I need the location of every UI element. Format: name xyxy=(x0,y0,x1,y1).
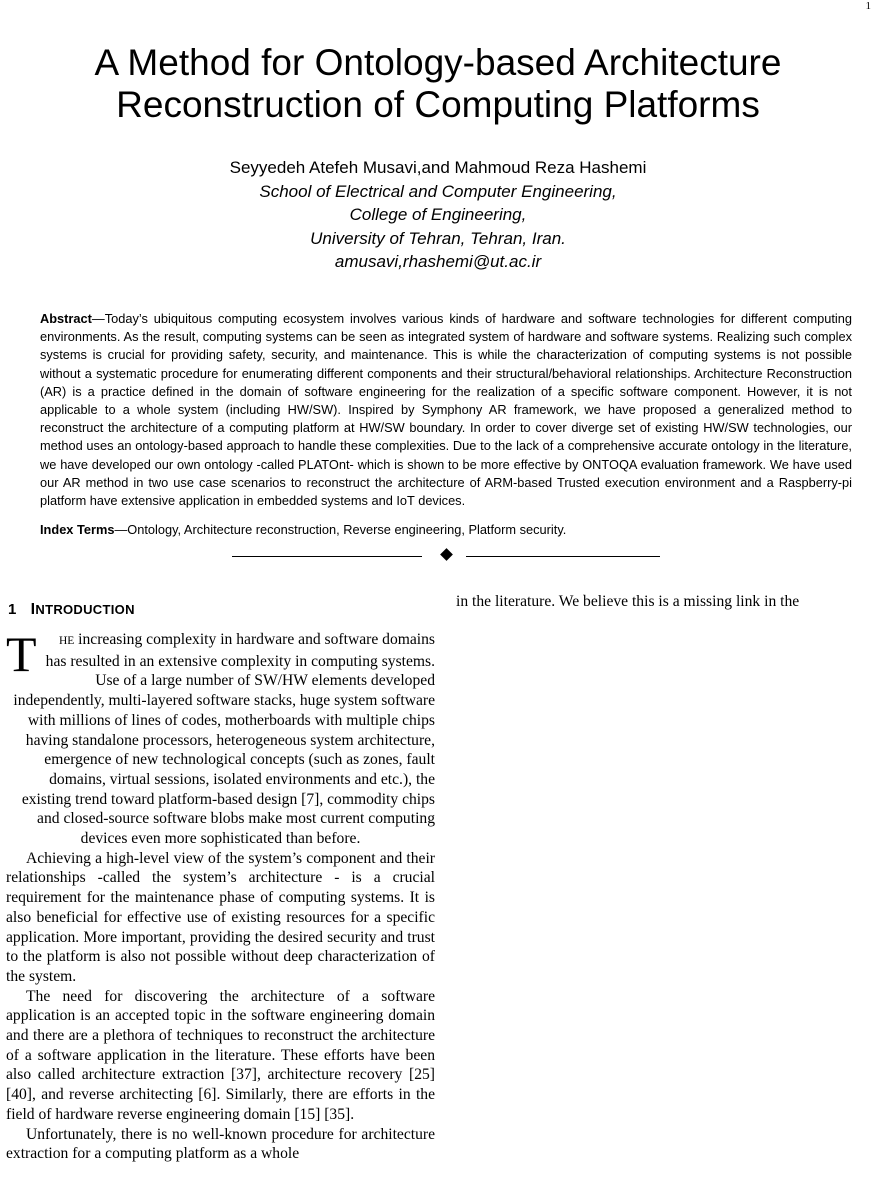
author-names: Seyyedeh Atefeh Musavi,and Mahmoud Reza Hashemi xyxy=(229,158,647,177)
section-number: 1 xyxy=(8,601,17,618)
paragraph-1-text: increasing complexity in hardware and software domains has resulted in an extensive complexity in computing systems. Use of a large number of SW/HW elements developed independently, multi-layered software stacks, huge system software with millions of lines of codes, motherboards with multiple chips having standalone processors, heterogeneous system architecture, emergence of new technological concepts (such as zones, fault domains, virtual sessions, isolated environments and etc.), the existing trend toward platform-based design [7], commodity chips and closed-source software blobs make most current computing devices even more sophisticated than before. xyxy=(13,631,435,848)
page-number: 1 xyxy=(865,0,871,12)
section-heading xyxy=(8,601,135,619)
title-line-1: A Method for Ontology-based Architecture xyxy=(94,42,782,83)
body-right-column xyxy=(456,592,856,612)
index-terms-label: Index Terms xyxy=(40,522,115,537)
affiliation-school: School of Electrical and Computer Engineering, xyxy=(259,181,617,201)
author-email: amusavi,rhashemi@ut.ac.ir xyxy=(334,252,542,271)
separator-line-right xyxy=(466,556,660,557)
right-column-line: in the literature. We believe this is a missing link in the xyxy=(456,593,800,610)
index-terms xyxy=(40,521,852,539)
diamond-icon xyxy=(440,548,453,561)
author-block xyxy=(0,156,876,274)
affiliation-college: College of Engineering, xyxy=(349,205,527,224)
section-title-rest: NTRODUCTION xyxy=(35,602,135,617)
affiliation-university: University of Tehran, Tehran, Iran. xyxy=(310,228,566,248)
paragraph-1 xyxy=(6,626,435,849)
paragraph-4: Unfortunately, there is no well-known procedure for architecture extraction for a computing platform as a whole xyxy=(6,1125,435,1163)
abstract-text: —Today’s ubiquitous computing ecosystem involves various kinds of hardware and software technologies for different computing environments. As the result, computing systems can be seen as integrated system of hardware and software systems. Realizing such complex systems is crucial for providing safety, security, and maintenance. This is while the characterization of computing systems is not possible without a systematic procedure for enumerating different components and their structural/behavioral relationships. Architecture Reconstruction (AR) is a practice defined in the domain of software engineering for the realization of a specific software component. However, it is not applicable to a whole system (including HW/SW). Inspired by Symphony AR framework, we have proposed a generalized method to reconstruct the architecture of a computing platform at HW/SW boundary. In order to cover diverge set of existing HW/SW technologies, our method uses an ontology-based approach to handle these complexities. Due to the lack of a comprehensive accurate ontology in the literature, we have developed our own ontology -called PLATOnt- which is shown to be more effective by ONTOQA evaluation framework. We have used our AR method in two use case scenarios to reconstruct the architecture of ARM-based Trusted execution environment and a Raspberry-pi platform have extensive application in embedded systems and IoT devices. xyxy=(40,311,852,509)
section-separator xyxy=(232,548,660,564)
separator-line-left xyxy=(232,556,422,557)
abstract-label: Abstract xyxy=(40,311,92,326)
abstract xyxy=(40,310,852,510)
drop-cap: T xyxy=(6,626,37,682)
body-left-column xyxy=(6,626,435,1164)
paragraph-1-smallcaps: HE xyxy=(58,635,75,647)
section-title-initial: I xyxy=(30,601,36,618)
paper-title xyxy=(0,42,876,126)
title-line-2: Reconstruction of Computing Platforms xyxy=(116,84,760,125)
index-terms-text: —Ontology, Architecture reconstruction, Reverse engineering, Platform security. xyxy=(114,522,567,537)
paragraph-3: The need for discovering the architecture of a software application is an accepted topic in the software engineering domain and there are a plethora of techniques to reconstruct the architecture of a software application in the literature. These efforts have been also called architecture extraction [37], architecture recovery [25] [40], and reverse architecting [6]. Similarly, there are efforts in the field of hardware reverse engineering domain [15] [35]. xyxy=(6,987,435,1123)
paragraph-2: Achieving a high-level view of the system’s component and their relationships -called the system’s architecture - is a crucial requirement for the maintenance phase of computing systems. It is also beneficial for effective use of existing resources for a specific application. More important, providing the desired security and trust to the platform is also not possible without deep characterization of the system. xyxy=(6,849,435,985)
